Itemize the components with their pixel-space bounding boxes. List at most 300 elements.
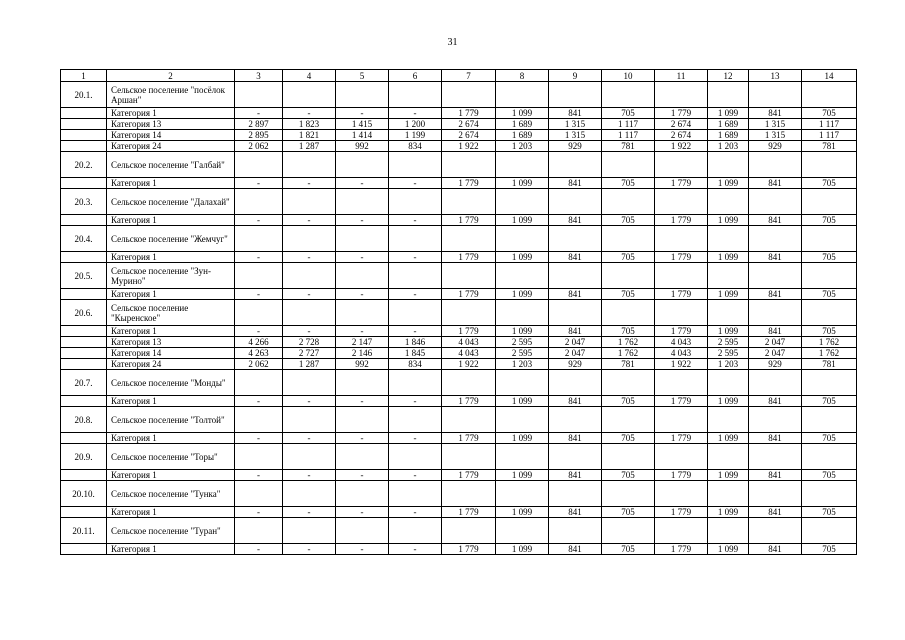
empty-cell <box>802 226 857 252</box>
value-cell: 705 <box>802 470 857 481</box>
empty-cell <box>61 178 107 189</box>
value-cell: 4 266 <box>235 337 283 348</box>
table-row <box>61 215 857 226</box>
empty-cell <box>442 263 496 289</box>
section-number: 20.1. <box>61 82 107 108</box>
column-number: 4 <box>283 70 336 82</box>
value-cell: 1 779 <box>442 215 496 226</box>
empty-cell <box>442 82 496 108</box>
value-cell: 2 062 <box>235 141 283 152</box>
value-cell: 1 779 <box>442 326 496 337</box>
table-row <box>61 289 857 300</box>
section-number: 20.4. <box>61 226 107 252</box>
value-cell: 1 846 <box>389 337 442 348</box>
empty-cell <box>61 130 107 141</box>
empty-cell <box>549 226 602 252</box>
empty-cell <box>61 337 107 348</box>
value-cell: 781 <box>802 359 857 370</box>
empty-cell <box>602 152 655 178</box>
empty-cell <box>708 300 749 326</box>
empty-cell <box>61 289 107 300</box>
empty-cell <box>61 252 107 263</box>
value-cell: 929 <box>549 359 602 370</box>
table-row <box>61 507 857 518</box>
empty-cell <box>749 300 802 326</box>
table-row <box>61 337 857 348</box>
empty-cell <box>496 444 549 470</box>
value-cell: - <box>389 396 442 407</box>
section-number: 20.3. <box>61 189 107 215</box>
value-cell: 1 762 <box>802 348 857 359</box>
value-cell: - <box>336 326 389 337</box>
section-number: 20.5. <box>61 263 107 289</box>
value-cell: 1 099 <box>496 396 549 407</box>
value-cell: 1 779 <box>655 215 708 226</box>
column-number: 10 <box>602 70 655 82</box>
value-cell: - <box>336 252 389 263</box>
empty-cell <box>496 82 549 108</box>
empty-cell <box>442 226 496 252</box>
value-cell: 4 043 <box>442 348 496 359</box>
empty-cell <box>235 518 283 544</box>
value-cell: 705 <box>602 396 655 407</box>
section-number: 20.7. <box>61 370 107 396</box>
category-label: Категория 24 <box>107 359 235 370</box>
value-cell: 1 117 <box>802 119 857 130</box>
empty-cell <box>602 407 655 433</box>
value-cell: 2 146 <box>336 348 389 359</box>
empty-cell <box>389 189 442 215</box>
empty-cell <box>749 481 802 507</box>
empty-cell <box>708 444 749 470</box>
empty-cell <box>549 189 602 215</box>
empty-cell <box>61 348 107 359</box>
value-cell: 705 <box>802 433 857 444</box>
empty-cell <box>389 82 442 108</box>
empty-cell <box>708 481 749 507</box>
empty-cell <box>389 370 442 396</box>
value-cell: 2 047 <box>749 348 802 359</box>
value-cell: 841 <box>549 215 602 226</box>
value-cell: 841 <box>549 326 602 337</box>
empty-cell <box>602 82 655 108</box>
empty-cell <box>549 444 602 470</box>
value-cell: 841 <box>549 544 602 555</box>
value-cell: - <box>235 544 283 555</box>
value-cell: 1 779 <box>442 289 496 300</box>
value-cell: 1 415 <box>336 119 389 130</box>
value-cell: 4 043 <box>442 337 496 348</box>
value-cell: 1 099 <box>496 544 549 555</box>
value-cell: - <box>389 326 442 337</box>
value-cell: 705 <box>802 507 857 518</box>
value-cell: 1 414 <box>336 130 389 141</box>
section-title: Сельское поселение "Туран" <box>107 518 235 544</box>
page-number: 31 <box>447 37 458 48</box>
value-cell: 705 <box>602 178 655 189</box>
empty-cell <box>235 370 283 396</box>
column-number: 9 <box>549 70 602 82</box>
value-cell: 1 689 <box>496 119 549 130</box>
value-cell: 1 099 <box>708 289 749 300</box>
value-cell: 834 <box>389 359 442 370</box>
value-cell: 841 <box>749 108 802 119</box>
section-title-row <box>61 152 857 178</box>
value-cell: 1 203 <box>708 141 749 152</box>
empty-cell <box>655 370 708 396</box>
empty-cell <box>442 370 496 396</box>
value-cell: 841 <box>749 544 802 555</box>
value-cell: 705 <box>802 326 857 337</box>
value-cell: 834 <box>389 141 442 152</box>
value-cell: - <box>336 215 389 226</box>
value-cell: - <box>283 252 336 263</box>
value-cell: 841 <box>549 507 602 518</box>
empty-cell <box>655 444 708 470</box>
empty-cell <box>61 433 107 444</box>
value-cell: 705 <box>802 215 857 226</box>
value-cell: 1 779 <box>655 507 708 518</box>
value-cell: - <box>235 433 283 444</box>
value-cell: - <box>235 108 283 119</box>
empty-cell <box>549 82 602 108</box>
value-cell: 841 <box>749 433 802 444</box>
value-cell: 2 147 <box>336 337 389 348</box>
value-cell: 1 779 <box>655 178 708 189</box>
value-cell: 1 823 <box>283 119 336 130</box>
empty-cell <box>283 263 336 289</box>
value-cell: - <box>336 433 389 444</box>
value-cell: 1 203 <box>496 141 549 152</box>
section-title: Сельское поселение "Толтой" <box>107 407 235 433</box>
value-cell: 1 821 <box>283 130 336 141</box>
empty-cell <box>283 152 336 178</box>
column-number: 11 <box>655 70 708 82</box>
empty-cell <box>442 518 496 544</box>
section-title: Сельское поселение "Монды" <box>107 370 235 396</box>
empty-cell <box>283 481 336 507</box>
value-cell: 1 099 <box>496 289 549 300</box>
empty-cell <box>235 226 283 252</box>
empty-cell <box>336 226 389 252</box>
section-number: 20.6. <box>61 300 107 326</box>
empty-cell <box>496 189 549 215</box>
table-row <box>61 178 857 189</box>
value-cell: 1 099 <box>708 252 749 263</box>
empty-cell <box>496 481 549 507</box>
empty-cell <box>336 481 389 507</box>
empty-cell <box>708 263 749 289</box>
section-title: Сельское поселение "Жемчуг" <box>107 226 235 252</box>
empty-cell <box>602 226 655 252</box>
empty-cell <box>283 226 336 252</box>
value-cell: - <box>389 470 442 481</box>
value-cell: 992 <box>336 359 389 370</box>
column-number: 3 <box>235 70 283 82</box>
empty-cell <box>802 82 857 108</box>
empty-cell <box>802 263 857 289</box>
empty-cell <box>442 152 496 178</box>
value-cell: 841 <box>749 178 802 189</box>
table-row <box>61 348 857 359</box>
section-number: 20.10. <box>61 481 107 507</box>
value-cell: 2 062 <box>235 359 283 370</box>
category-label: Категория 1 <box>107 433 235 444</box>
value-cell: 781 <box>802 141 857 152</box>
category-label: Категория 1 <box>107 326 235 337</box>
value-cell: 1 689 <box>496 130 549 141</box>
value-cell: 1 779 <box>442 470 496 481</box>
value-cell: 2 674 <box>442 130 496 141</box>
empty-cell <box>802 189 857 215</box>
empty-cell <box>749 152 802 178</box>
empty-cell <box>708 189 749 215</box>
value-cell: 781 <box>602 141 655 152</box>
empty-cell <box>655 152 708 178</box>
empty-cell <box>61 215 107 226</box>
table-row <box>61 141 857 152</box>
empty-cell <box>336 370 389 396</box>
value-cell: 2 047 <box>749 337 802 348</box>
category-label: Категория 1 <box>107 252 235 263</box>
value-cell: 1 099 <box>496 178 549 189</box>
value-cell: - <box>235 289 283 300</box>
value-cell: 1 099 <box>708 544 749 555</box>
value-cell: 1 200 <box>389 119 442 130</box>
value-cell: - <box>235 178 283 189</box>
category-label: Категория 24 <box>107 141 235 152</box>
empty-cell <box>549 518 602 544</box>
section-title-row <box>61 481 857 507</box>
empty-cell <box>283 82 336 108</box>
tariff-table <box>60 69 857 555</box>
value-cell: 1 315 <box>749 130 802 141</box>
value-cell: 1 315 <box>549 130 602 141</box>
value-cell: 1 779 <box>655 470 708 481</box>
empty-cell <box>496 300 549 326</box>
table-row <box>61 119 857 130</box>
value-cell: 1 315 <box>749 119 802 130</box>
value-cell: 841 <box>549 396 602 407</box>
value-cell: 1 203 <box>496 359 549 370</box>
empty-cell <box>61 119 107 130</box>
value-cell: 929 <box>549 141 602 152</box>
value-cell: 705 <box>802 178 857 189</box>
empty-cell <box>235 263 283 289</box>
value-cell: - <box>235 396 283 407</box>
value-cell: 781 <box>602 359 655 370</box>
value-cell: 1 779 <box>655 289 708 300</box>
category-label: Категория 14 <box>107 130 235 141</box>
empty-cell <box>235 444 283 470</box>
value-cell: 1 099 <box>496 507 549 518</box>
empty-cell <box>602 300 655 326</box>
value-cell: - <box>389 252 442 263</box>
value-cell: 1 099 <box>496 108 549 119</box>
value-cell: 929 <box>749 141 802 152</box>
value-cell: 1 779 <box>442 507 496 518</box>
value-cell: 1 099 <box>708 215 749 226</box>
value-cell: 1 922 <box>442 141 496 152</box>
section-title: Сельское поселение "Кыренское" <box>107 300 235 326</box>
empty-cell <box>235 407 283 433</box>
empty-cell <box>549 407 602 433</box>
empty-cell <box>655 263 708 289</box>
value-cell: 1 779 <box>655 433 708 444</box>
value-cell: - <box>336 396 389 407</box>
section-title-row <box>61 300 857 326</box>
value-cell: 841 <box>749 507 802 518</box>
empty-cell <box>61 507 107 518</box>
empty-cell <box>602 481 655 507</box>
value-cell: 1 315 <box>549 119 602 130</box>
table-row <box>61 433 857 444</box>
empty-cell <box>61 359 107 370</box>
column-number: 12 <box>708 70 749 82</box>
empty-cell <box>61 396 107 407</box>
section-title-row <box>61 407 857 433</box>
empty-cell <box>655 407 708 433</box>
section-number: 20.9. <box>61 444 107 470</box>
empty-cell <box>496 370 549 396</box>
value-cell: - <box>235 507 283 518</box>
value-cell: 841 <box>749 289 802 300</box>
category-label: Категория 1 <box>107 178 235 189</box>
value-cell: - <box>283 289 336 300</box>
value-cell: - <box>283 544 336 555</box>
value-cell: 2 674 <box>442 119 496 130</box>
empty-cell <box>802 370 857 396</box>
section-title: Сельское поселение "Торы" <box>107 444 235 470</box>
value-cell: 4 263 <box>235 348 283 359</box>
empty-cell <box>235 82 283 108</box>
value-cell: 1 779 <box>442 108 496 119</box>
value-cell: - <box>336 470 389 481</box>
empty-cell <box>549 370 602 396</box>
empty-cell <box>61 544 107 555</box>
empty-cell <box>336 152 389 178</box>
value-cell: 1 762 <box>602 348 655 359</box>
value-cell: 841 <box>749 396 802 407</box>
empty-cell <box>602 263 655 289</box>
empty-cell <box>336 407 389 433</box>
section-title: Сельское поселение "посёлок Аршан" <box>107 82 235 108</box>
table-row <box>61 544 857 555</box>
value-cell: - <box>283 215 336 226</box>
value-cell: 705 <box>802 544 857 555</box>
empty-cell <box>655 481 708 507</box>
empty-cell <box>496 152 549 178</box>
empty-cell <box>602 444 655 470</box>
value-cell: 2 895 <box>235 130 283 141</box>
empty-cell <box>802 518 857 544</box>
empty-cell <box>283 300 336 326</box>
value-cell: 705 <box>802 108 857 119</box>
category-label: Категория 1 <box>107 108 235 119</box>
table-row <box>61 252 857 263</box>
section-title-row <box>61 518 857 544</box>
value-cell: 1 779 <box>442 396 496 407</box>
category-label: Категория 1 <box>107 544 235 555</box>
value-cell: 1 779 <box>655 108 708 119</box>
value-cell: 1 779 <box>655 544 708 555</box>
value-cell: 1 099 <box>496 433 549 444</box>
value-cell: - <box>389 289 442 300</box>
table-row <box>61 359 857 370</box>
category-label: Категория 1 <box>107 470 235 481</box>
value-cell: 841 <box>749 252 802 263</box>
empty-cell <box>708 226 749 252</box>
category-label: Категория 13 <box>107 337 235 348</box>
section-title-row <box>61 82 857 108</box>
value-cell: - <box>283 108 336 119</box>
value-cell: 1 099 <box>496 470 549 481</box>
empty-cell <box>283 518 336 544</box>
section-title: Сельское поселение "Галбай" <box>107 152 235 178</box>
value-cell: 2 595 <box>708 337 749 348</box>
value-cell: 929 <box>749 359 802 370</box>
value-cell: 4 043 <box>655 337 708 348</box>
value-cell: 841 <box>749 470 802 481</box>
value-cell: 1 922 <box>655 141 708 152</box>
empty-cell <box>389 407 442 433</box>
empty-cell <box>235 300 283 326</box>
empty-cell <box>442 444 496 470</box>
value-cell: 1 689 <box>708 130 749 141</box>
column-number: 13 <box>749 70 802 82</box>
value-cell: 2 674 <box>655 119 708 130</box>
empty-cell <box>802 300 857 326</box>
value-cell: - <box>336 108 389 119</box>
value-cell: - <box>389 215 442 226</box>
empty-cell <box>389 152 442 178</box>
empty-cell <box>442 481 496 507</box>
empty-cell <box>802 152 857 178</box>
empty-cell <box>496 407 549 433</box>
value-cell: 1 779 <box>655 396 708 407</box>
value-cell: 1 779 <box>442 178 496 189</box>
value-cell: 1 779 <box>442 433 496 444</box>
empty-cell <box>749 189 802 215</box>
empty-cell <box>655 189 708 215</box>
value-cell: - <box>235 252 283 263</box>
value-cell: 705 <box>602 507 655 518</box>
empty-cell <box>336 263 389 289</box>
value-cell: - <box>336 544 389 555</box>
value-cell: 705 <box>602 252 655 263</box>
value-cell: - <box>235 326 283 337</box>
empty-cell <box>602 518 655 544</box>
empty-cell <box>336 189 389 215</box>
value-cell: 1 099 <box>708 178 749 189</box>
value-cell: - <box>283 507 336 518</box>
section-title: Сельское поселение "Далахай" <box>107 189 235 215</box>
section-title-row <box>61 444 857 470</box>
empty-cell <box>283 370 336 396</box>
empty-cell <box>749 226 802 252</box>
value-cell: 1 762 <box>602 337 655 348</box>
empty-cell <box>442 189 496 215</box>
table-row <box>61 326 857 337</box>
value-cell: 1 689 <box>708 119 749 130</box>
category-label: Категория 1 <box>107 289 235 300</box>
empty-cell <box>442 407 496 433</box>
value-cell: 992 <box>336 141 389 152</box>
empty-cell <box>389 444 442 470</box>
value-cell: - <box>389 507 442 518</box>
value-cell: 705 <box>802 396 857 407</box>
section-title-row <box>61 263 857 289</box>
